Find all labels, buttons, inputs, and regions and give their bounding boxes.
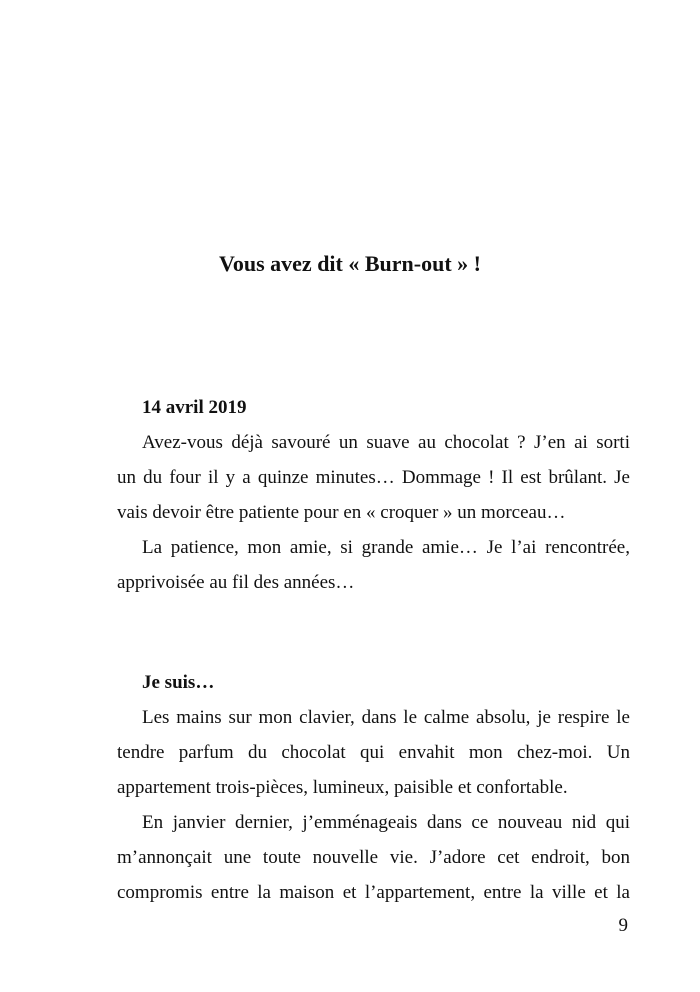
paragraph-line: apprivoisée au fil des années… (117, 572, 355, 593)
section-14-avril (117, 390, 630, 600)
section-heading-date: 14 avril 2019 (142, 397, 247, 418)
paragraph-line: tendre parfum du chocolat qui envahit mon chez-moi. Un (117, 742, 630, 763)
section-je-suis (117, 665, 630, 910)
chapter-title: Vous avez dit « Burn-out » ! (219, 251, 481, 276)
paragraph-line: Avez-vous déjà savouré un suave au chocolat ? J’en ai sorti (142, 432, 630, 453)
paragraph-line: En janvier dernier, j’emménageais dans ce nouveau nid qui (142, 812, 630, 833)
paragraph-line: un du four il y a quinze minutes… Dommage ! Il est brûlant. Je (117, 467, 630, 488)
paragraph-line: vais devoir être patiente pour en « croquer » un morceau… (117, 502, 566, 523)
section-heading-je-suis: Je suis… (142, 672, 215, 693)
paragraph-line: compromis entre la maison et l’appartement, entre la ville et la (117, 882, 630, 903)
page-number: 9 (618, 915, 628, 936)
paragraph-line: appartement trois-pièces, lumineux, paisible et confortable. (117, 777, 568, 798)
paragraph-line: La patience, mon amie, si grande amie… Je l’ai rencontrée, (142, 537, 630, 558)
paragraph-line: Les mains sur mon clavier, dans le calme absolu, je respire le (142, 707, 630, 728)
paragraph-line: m’annonçait une toute nouvelle vie. J’adore cet endroit, bon (117, 847, 630, 868)
